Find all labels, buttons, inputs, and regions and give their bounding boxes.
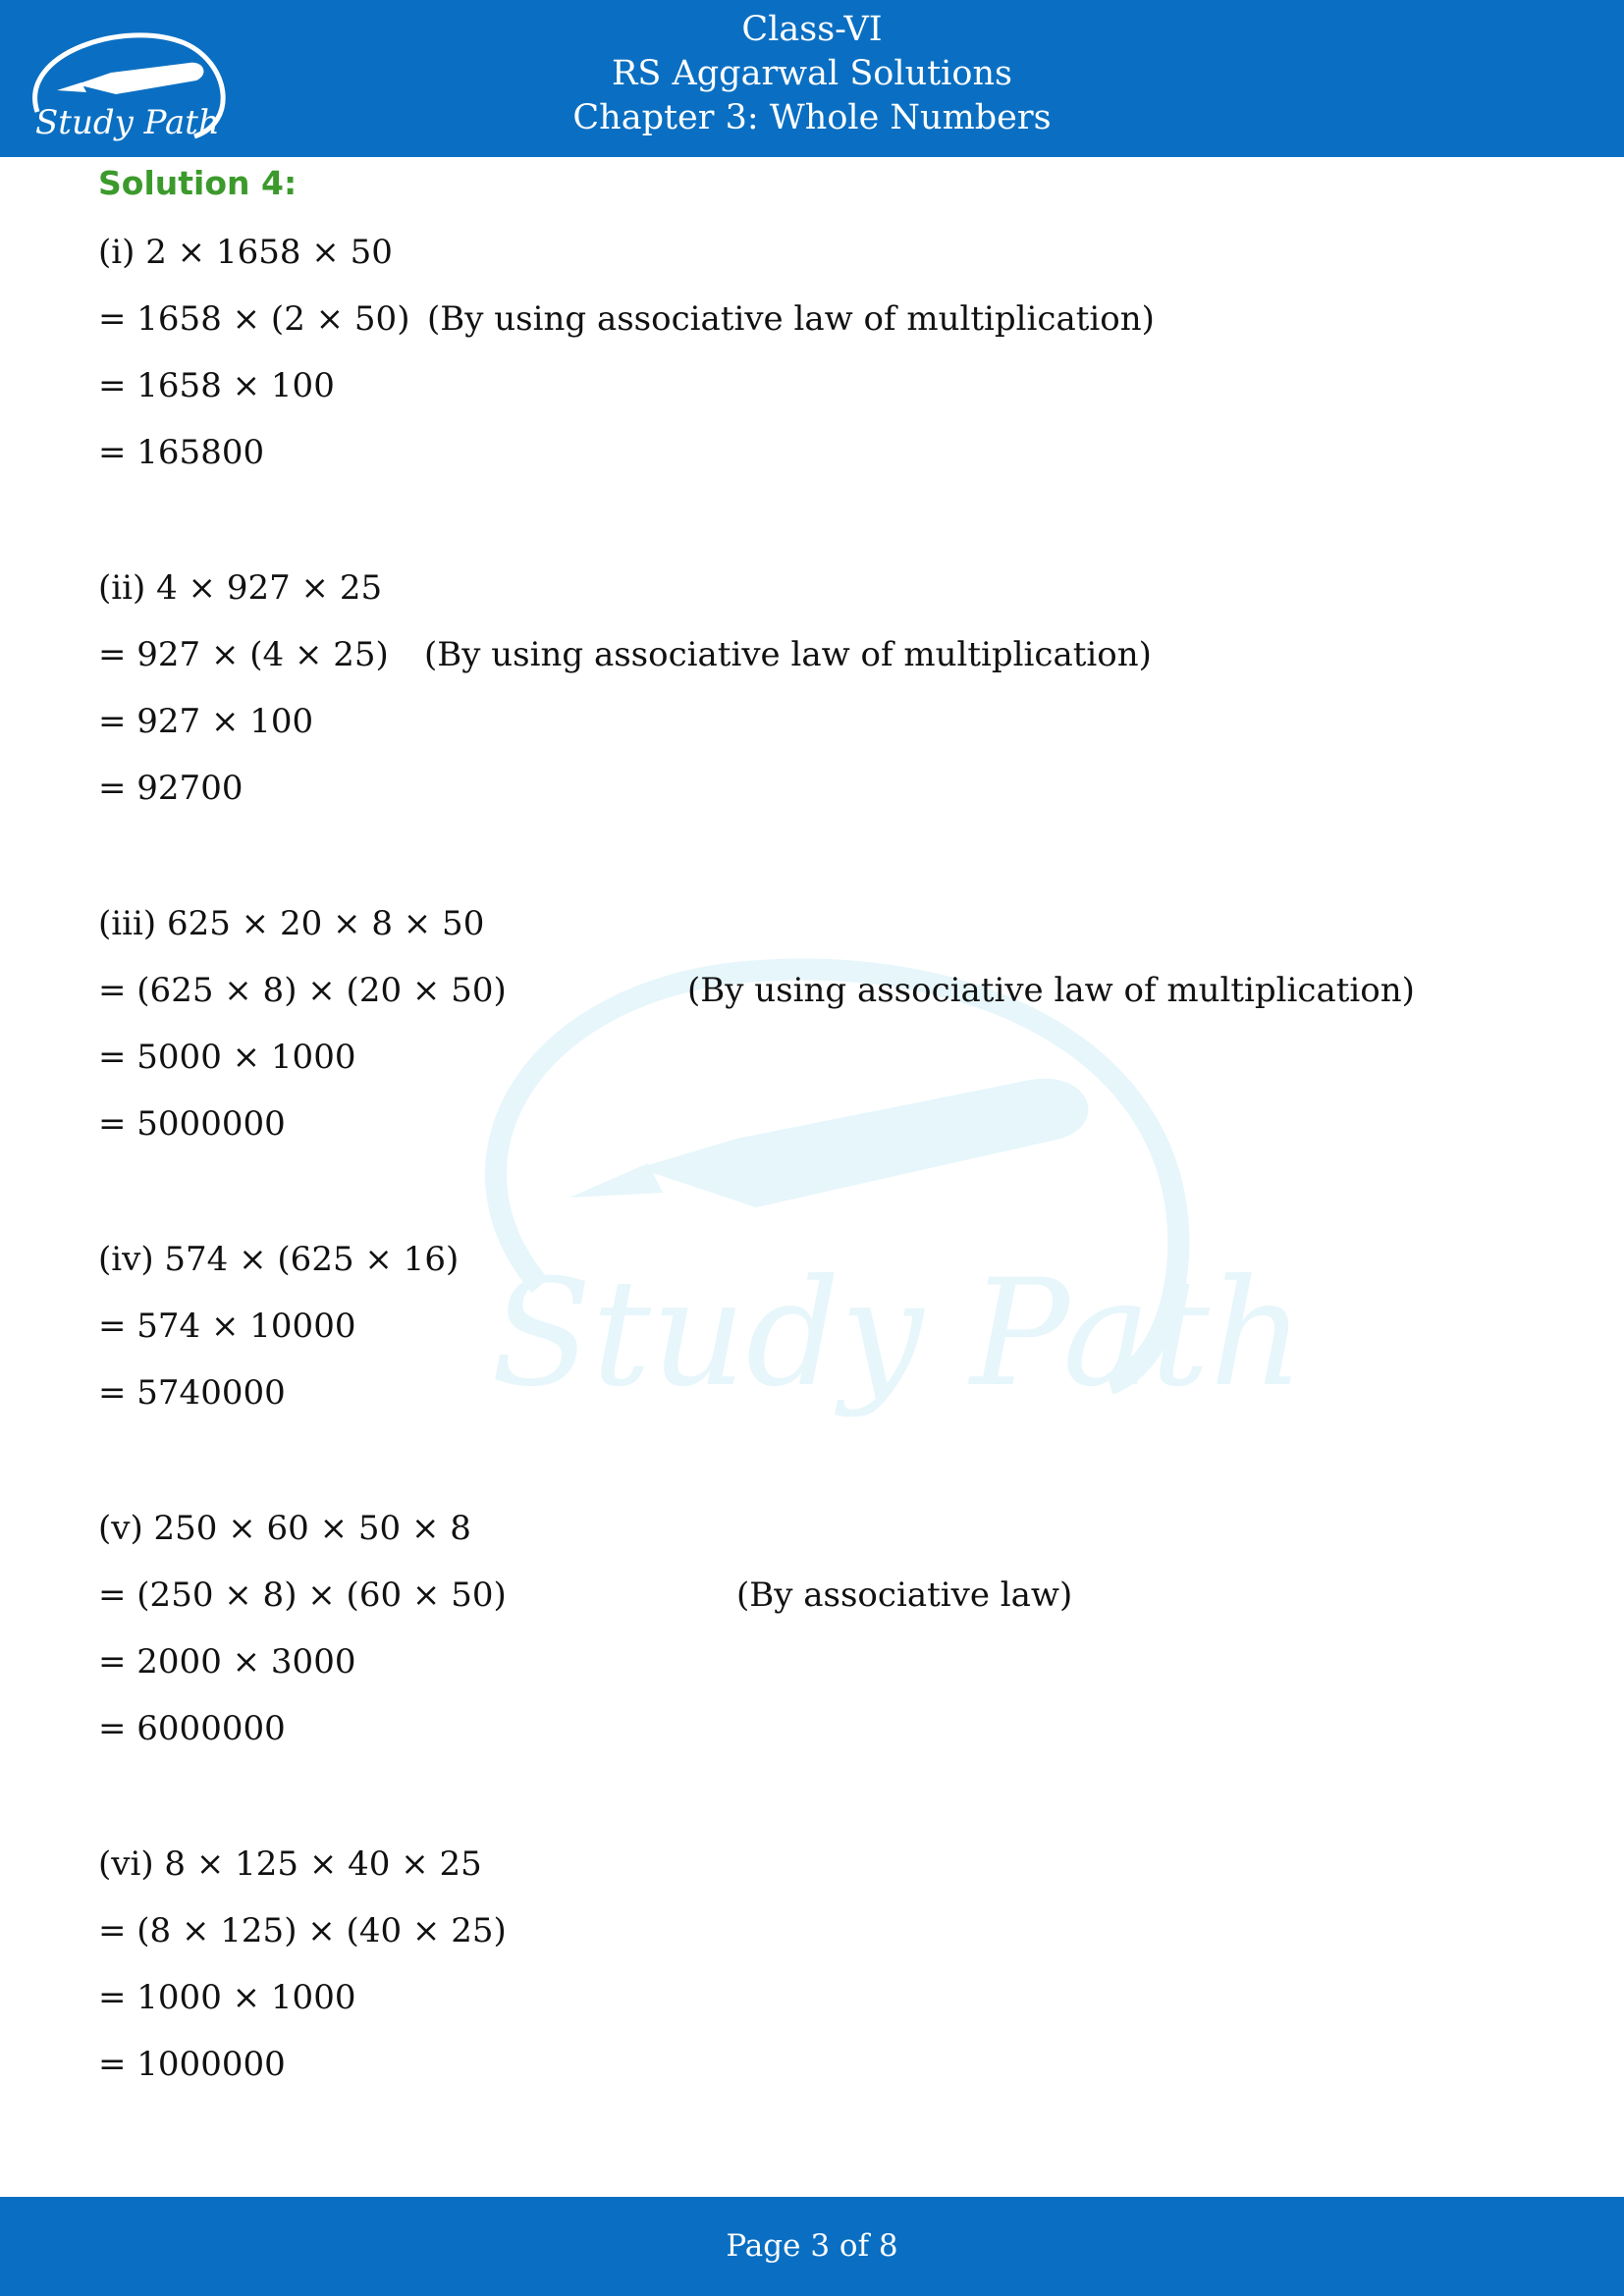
- step-iv-1: = 574 × 10000: [98, 1307, 356, 1346]
- step-iii-2: = 5000 × 1000: [98, 1038, 356, 1077]
- note-i: (By using associative law of multiplication): [427, 299, 1155, 339]
- question-iv: (iv) 574 × (625 × 16): [98, 1240, 460, 1279]
- logo-text: Study Path: [35, 103, 220, 142]
- watermark-text: Study Path: [491, 1249, 1305, 1419]
- step-i-3: = 165800: [98, 433, 265, 472]
- step-vi-2: = 1000 × 1000: [98, 1978, 356, 2017]
- step-ii-3: = 92700: [98, 769, 244, 808]
- step-ii-2: = 927 × 100: [98, 702, 314, 741]
- question-vi: (vi) 8 × 125 × 40 × 25: [98, 1844, 482, 1884]
- step-iii-1: = (625 × 8) × (20 × 50): [98, 971, 507, 1010]
- step-v-3: = 6000000: [98, 1709, 286, 1748]
- note-iii: (By using associative law of multiplication): [687, 971, 1415, 1010]
- step-vi-1: = (8 × 125) × (40 × 25): [98, 1911, 507, 1950]
- header-chapter: Chapter 3: Whole Numbers: [572, 98, 1052, 137]
- question-i: (i) 2 × 1658 × 50: [98, 233, 393, 272]
- question-ii: (ii) 4 × 927 × 25: [98, 568, 383, 608]
- step-vi-3: = 1000000: [98, 2045, 286, 2084]
- step-i-2: = 1658 × 100: [98, 366, 335, 405]
- page-header: [0, 0, 1624, 157]
- step-v-2: = 2000 × 3000: [98, 1642, 356, 1682]
- page-number: Page 3 of 8: [726, 2228, 898, 2264]
- step-i-1: = 1658 × (2 × 50): [98, 299, 410, 339]
- question-iii: (iii) 625 × 20 × 8 × 50: [98, 904, 485, 943]
- step-iv-2: = 5740000: [98, 1373, 286, 1413]
- note-ii: (By using associative law of multiplication): [424, 635, 1152, 674]
- study-path-watermark: [422, 962, 1305, 1472]
- note-v: (By associative law): [736, 1575, 1073, 1615]
- page-footer: [0, 2197, 1624, 2296]
- step-iii-3: = 5000000: [98, 1104, 286, 1144]
- step-v-1: = (250 × 8) × (60 × 50): [98, 1575, 507, 1615]
- question-v: (v) 250 × 60 × 50 × 8: [98, 1509, 471, 1548]
- header-class: Class-VI: [741, 10, 883, 49]
- solution-title: Solution 4:: [98, 164, 298, 202]
- header-book: RS Aggarwal Solutions: [612, 54, 1012, 93]
- step-ii-1: = 927 × (4 × 25): [98, 635, 389, 674]
